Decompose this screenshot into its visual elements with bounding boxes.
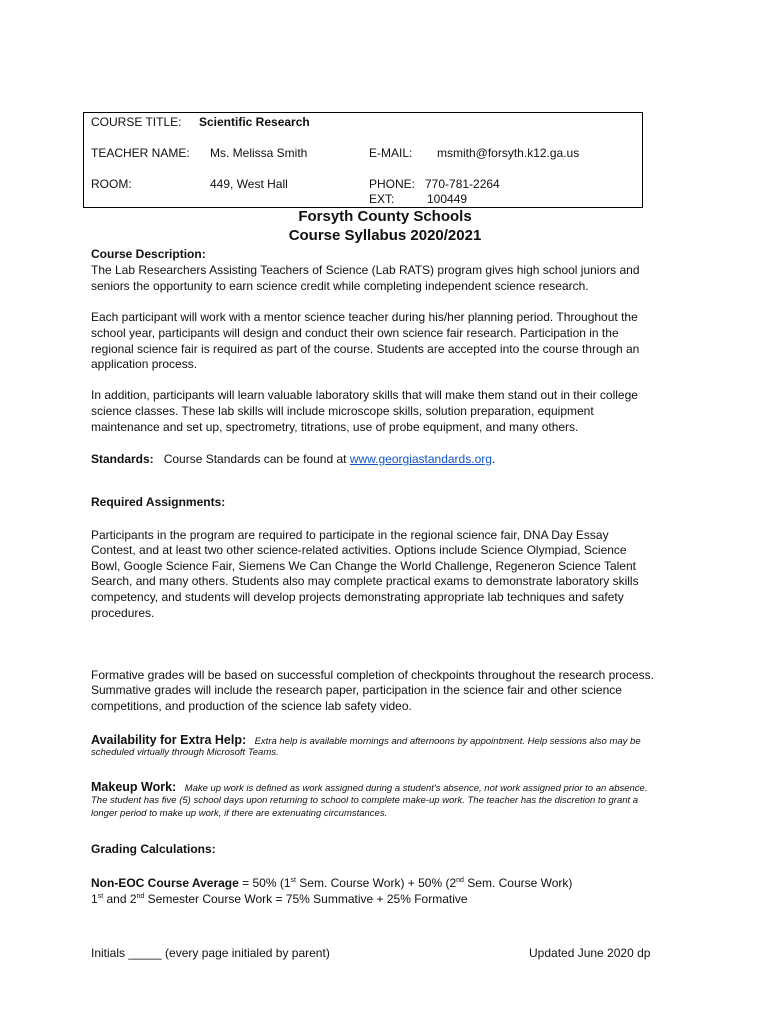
superscript: st bbox=[97, 893, 104, 900]
makeup-label: Makeup Work: bbox=[91, 780, 177, 794]
description-p2-line: application process. bbox=[91, 357, 198, 371]
makeup-text-cont: longer period to make up work, if there are extenuating circumstances. bbox=[91, 808, 388, 819]
superscript: nd bbox=[136, 893, 145, 900]
grading-line-2 bbox=[91, 889, 468, 908]
grading-text: = 50% (1 bbox=[238, 876, 291, 890]
email-label: E-MAIL: bbox=[369, 146, 413, 160]
course-description-heading: Course Description: bbox=[91, 247, 206, 261]
assignments-line: competency, and students will develop projects demonstrating appropriate lab techniques and safety bbox=[91, 590, 624, 604]
standards-label: Standards: bbox=[91, 452, 154, 466]
footer-initials: Initials _____ (every page initialed by parent) bbox=[91, 946, 330, 960]
superscript: st bbox=[290, 877, 296, 884]
document-title-line2: Course Syllabus 2020/2021 bbox=[288, 227, 482, 244]
assignments-line: procedures. bbox=[91, 606, 155, 620]
standards-link[interactable]: www.georgiastandards.org bbox=[349, 452, 492, 466]
description-p3-line: maintenance and set up, spectrometry, titrations, use of probe equipment, and many others. bbox=[91, 420, 579, 434]
makeup-text: Make up work is defined as work assigned during a student's absence, not work assigned prior to an absence. bbox=[184, 783, 648, 794]
room-label: ROOM: bbox=[91, 177, 132, 191]
non-eoc-label: Non-EOC Course Average bbox=[91, 876, 239, 890]
extra-help-label: Availability for Extra Help: bbox=[91, 733, 247, 747]
teacher-label: TEACHER NAME: bbox=[91, 146, 190, 160]
course-title: Scientific Research bbox=[199, 115, 310, 129]
footer-updated: Updated June 2020 dp bbox=[529, 946, 651, 960]
superscript: nd bbox=[456, 877, 464, 884]
phone-value: 770-781-2264 bbox=[425, 177, 500, 191]
description-p3-line: In addition, participants will learn valuable laboratory skills that will make them stand out in their college bbox=[91, 388, 638, 402]
teacher-name: Ms. Melissa Smith bbox=[210, 146, 308, 160]
makeup-text-cont: The student has five (5) school days upon returning to school to complete make-up work. The teacher has the discretion to grant a bbox=[91, 795, 639, 806]
description-p3-line: science classes. These lab skills will include microscope skills, solution preparation, equipment bbox=[91, 404, 594, 418]
grading-text: and 2 bbox=[103, 892, 137, 906]
course-title-label: COURSE TITLE: bbox=[91, 115, 182, 129]
grades-line: competitions, and production of the science lab safety video. bbox=[91, 699, 412, 713]
grading-text: 1 bbox=[91, 892, 98, 906]
assignments-line: Search, and many others. Students also may complete practical exams to demonstrate laboratory skills bbox=[91, 574, 639, 588]
required-assignments-heading: Required Assignments: bbox=[91, 495, 226, 509]
grading-text: Sem. Course Work) + 50% (2 bbox=[295, 876, 457, 890]
grades-line: Summative grades will include the research paper, participation in the science fair and other science bbox=[91, 683, 622, 697]
description-p1-line: The Lab Researchers Assisting Teachers of Science (Lab RATS) program gives high school juniors and bbox=[91, 263, 640, 277]
extra-help-text-cont: scheduled virtually through Microsoft Teams. bbox=[91, 747, 279, 758]
assignments-line: Contest, and at least two other science-related activities. Options include Science Olympiad, Science bbox=[91, 543, 627, 557]
extra-help-text: Extra help is available mornings and afternoons by appointment. Help sessions also may be bbox=[254, 736, 641, 747]
grading-heading: Grading Calculations: bbox=[91, 842, 216, 856]
description-p2-line: school year, participants will design and conduct their own science fair research. Participation in the bbox=[91, 326, 619, 340]
assignments-line: Bowl, Google Science Fair, Siemens We Can Change the World Challenge, Regeneron Science Talent bbox=[91, 559, 636, 573]
grading-text: Sem. Course Work) bbox=[463, 876, 573, 890]
phone-label: PHONE: bbox=[369, 177, 416, 191]
description-p2-line: Each participant will work with a mentor science teacher during his/her planning period. Throughout the bbox=[91, 310, 638, 324]
email-value: msmith@forsyth.k12.ga.us bbox=[437, 146, 580, 160]
room-value: 449, West Hall bbox=[210, 177, 288, 191]
standards-line bbox=[91, 452, 495, 468]
description-p2-line: regional science fair is required as part of the course. Students are accepted into the course through an bbox=[91, 342, 640, 356]
standards-period: . bbox=[491, 452, 496, 466]
grades-line: Formative grades will be based on successful completion of checkpoints throughout the research process. bbox=[91, 668, 654, 682]
document-title-line1: Forsyth County Schools bbox=[298, 208, 472, 225]
ext-value: 100449 bbox=[427, 192, 468, 206]
grading-text: Semester Course Work = 75% Summative + 25% Formative bbox=[144, 892, 468, 906]
standards-text: Course Standards can be found at bbox=[163, 452, 350, 466]
ext-label: EXT: bbox=[369, 192, 395, 206]
assignments-line: Participants in the program are required to participate in the regional science fair, DNA Day Essay bbox=[91, 528, 609, 542]
description-p1-line: seniors the opportunity to earn science credit while completing independent science research. bbox=[91, 279, 589, 293]
